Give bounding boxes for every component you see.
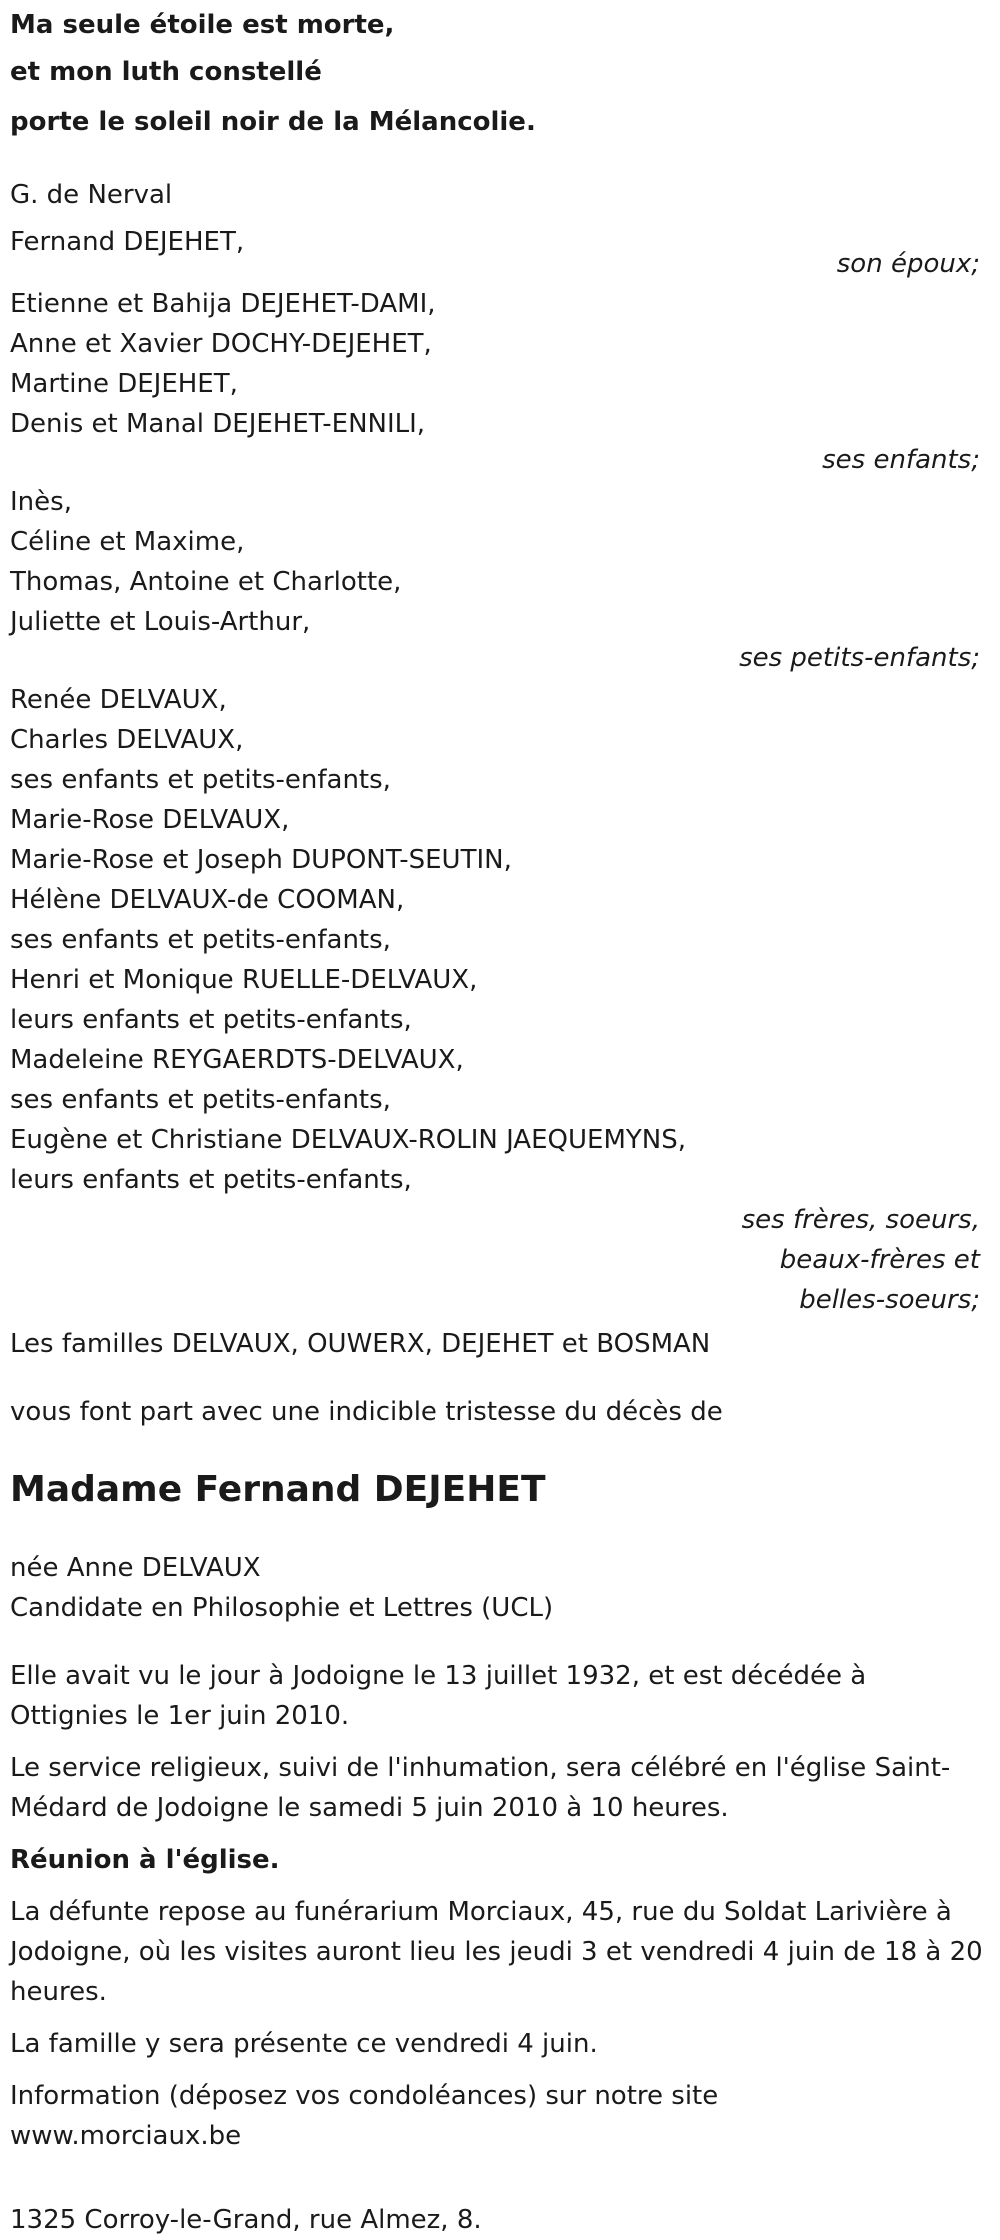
child-name: Martine DEJEHET, [10, 369, 238, 399]
sibling-line: Renée DELVAUX, [10, 685, 227, 715]
family-presence-line: La famille y sera présente ce vendredi 4 juin. [10, 2029, 598, 2059]
spouse-name: Fernand DEJEHET, [10, 227, 245, 257]
address-line: 1325 Corroy-le-Grand, rue Almez, 8. [10, 2205, 482, 2235]
siblings-block [10, 680, 990, 1320]
spouse-block [10, 222, 990, 284]
child-name: Etienne et Bahija DEJEHET-DAMI, [10, 289, 436, 319]
grandchildren-block [10, 482, 990, 678]
info-line: Information (déposez vos condoléances) sur notre site [10, 2081, 719, 2111]
sibling-line: Madeleine REYGAERDTS-DELVAUX, [10, 1045, 464, 1075]
quote-line: et mon luth constellé [10, 57, 322, 87]
siblings-role: beaux-frères et [779, 1245, 980, 1275]
grandchild-name: Thomas, Antoine et Charlotte, [10, 567, 402, 597]
birth-death-paragraph: Elle avait vu le jour à Jodoigne le 13 juillet 1932, et est décédée à Ottignies le 1er juin 2010. [10, 1661, 867, 1731]
sibling-line: ses enfants et petits-enfants, [10, 925, 391, 955]
quote-line: Ma seule étoile est morte, [10, 10, 395, 40]
grandchild-name: Inès, [10, 487, 72, 517]
siblings-role: belles-soeurs; [799, 1285, 980, 1315]
sibling-line: Hélène DELVAUX-de COOMAN, [10, 885, 405, 915]
children-block [10, 284, 990, 480]
sibling-line: leurs enfants et petits-enfants, [10, 1165, 412, 1195]
siblings-role: ses frères, soeurs, [741, 1205, 980, 1235]
deceased-title: Candidate en Philosophie et Lettres (UCL) [10, 1593, 554, 1623]
funerarium-paragraph: La défunte repose au funérarium Morciaux, 45, rue du Soldat Larivière à Jodoigne, où les visites auront lieu les jeudi 3 et vendredi 4 juin de 18 à 20 heures. [10, 1897, 983, 2007]
children-role: ses enfants; [822, 445, 980, 475]
grandchild-name: Céline et Maxime, [10, 527, 245, 557]
quote-block [10, 0, 990, 147]
quote-author: G. de Nerval [10, 180, 173, 210]
announcement-line: vous font part avec une indicible tristesse du décès de [10, 1397, 723, 1427]
spouse-role: son époux; [836, 249, 980, 279]
sibling-line: leurs enfants et petits-enfants, [10, 1005, 412, 1035]
sibling-line: Marie-Rose DELVAUX, [10, 805, 290, 835]
child-name: Anne et Xavier DOCHY-DEJEHET, [10, 329, 432, 359]
grandchildren-role: ses petits-enfants; [739, 643, 980, 673]
reunion-line: Réunion à l'église. [10, 1845, 280, 1875]
families-line: Les familles DELVAUX, OUWERX, DEJEHET et BOSMAN [10, 1329, 711, 1359]
sibling-line: Eugène et Christiane DELVAUX-ROLIN JAEQUEMYNS, [10, 1125, 686, 1155]
deceased-name: Madame Fernand DEJEHET [10, 1469, 546, 1510]
quote-line: porte le soleil noir de la Mélancolie. [10, 107, 536, 137]
service-paragraph: Le service religieux, suivi de l'inhumation, sera célébré en l'église Saint-Médard de Jodoigne le samedi 5 juin 2010 à 10 heures. [10, 1753, 951, 1823]
sibling-line: Marie-Rose et Joseph DUPONT-SEUTIN, [10, 845, 512, 875]
website-link[interactable]: www.morciaux.be [10, 2121, 242, 2151]
child-name: Denis et Manal DEJEHET-ENNILI, [10, 409, 426, 439]
sibling-line: Charles DELVAUX, [10, 725, 244, 755]
born-name: née Anne DELVAUX [10, 1553, 261, 1583]
sibling-line: ses enfants et petits-enfants, [10, 1085, 391, 1115]
grandchild-name: Juliette et Louis-Arthur, [10, 607, 311, 637]
sibling-line: Henri et Monique RUELLE-DELVAUX, [10, 965, 478, 995]
sibling-line: ses enfants et petits-enfants, [10, 765, 391, 795]
